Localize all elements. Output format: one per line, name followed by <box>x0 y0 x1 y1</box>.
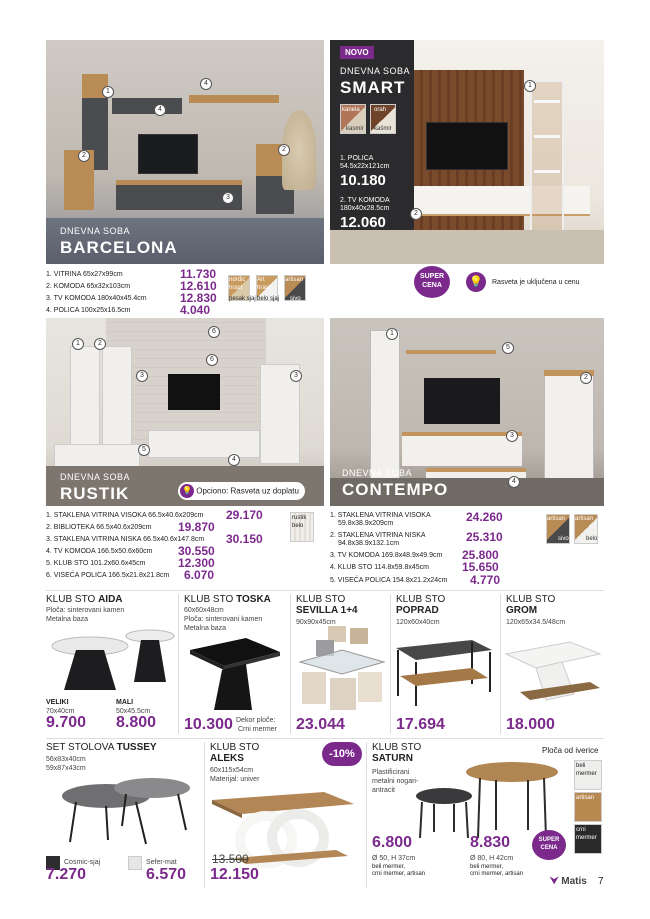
rustik-price-6: 6.070 <box>184 568 215 582</box>
toska-price: 10.300 <box>184 716 233 733</box>
tussey-name: TUSSEY <box>116 742 157 753</box>
sevilla-desc-1: 90x90x45cm <box>296 619 336 626</box>
tussey-v2-label: Sefer-mat <box>146 859 177 866</box>
saturn-prefix: KLUB STO <box>372 742 422 753</box>
contempo-badge-2: 2 <box>580 372 592 384</box>
contempo-badge-3: 3 <box>506 430 518 442</box>
barcelona-price-2: 12.610 <box>180 279 217 293</box>
rustik-badge-1: 1 <box>72 338 84 350</box>
saturn-desc-1: Plastificirani <box>372 769 410 776</box>
tussey-title <box>46 742 157 753</box>
rustik-badge-6a: 6 <box>208 326 220 338</box>
saturn-desc-3: antracit <box>372 787 395 794</box>
saturn-v1-price: 6.800 <box>372 834 413 851</box>
contempo-price-5: 4.770 <box>470 573 501 587</box>
toska-name: TOSKA <box>236 594 271 605</box>
barcelona-badge-1: 1 <box>102 86 114 98</box>
saturn-swatch-1-label: beli mermer <box>576 763 597 777</box>
row1-divider-2 <box>290 594 291 734</box>
smart-swatch-1-top: kanela <box>342 107 360 113</box>
contempo-name: CONTEMPO <box>342 480 449 499</box>
aida-desc-1: Ploča: sinterovani kamen <box>46 607 125 614</box>
page-number: 7 <box>598 876 604 887</box>
smart-badge-2: 2 <box>410 208 422 220</box>
barcelona-badge-4a: 4 <box>200 78 212 90</box>
smart-super-line1: SUPER <box>419 273 445 280</box>
rustik-price-2: 19.870 <box>178 520 215 534</box>
aida-prefix: KLUB STO <box>46 594 99 605</box>
aleks-old-price: 13.500 <box>212 852 249 866</box>
saturn-v2-colors-2: crni mermer, artisan <box>470 871 524 877</box>
smart-price-2: 12.060 <box>340 214 386 231</box>
poprad-name: POPRAD <box>396 605 439 616</box>
tussey-prefix: SET STOLOVA <box>46 742 117 753</box>
barcelona-swatch-3-top: artisan <box>285 277 304 283</box>
aida-name: AIDA <box>98 594 123 605</box>
row1-divider-1 <box>178 594 179 734</box>
contempo-photo <box>330 318 604 506</box>
barcelona-swatch-1-top: nordic hrast <box>229 277 246 291</box>
contempo-item-5: 5. VISEĆA POLICA 154.8x21.2x24cm <box>330 577 448 584</box>
sevilla-name: SEVILLA 1+4 <box>296 605 358 616</box>
aida-image <box>46 616 178 696</box>
smart-novo-badge: NOVO <box>340 46 374 59</box>
smart-super-cena <box>414 266 450 298</box>
barcelona-badge-2b: 2 <box>278 144 290 156</box>
saturn-super-line1: SUPER <box>538 837 560 843</box>
toska-desc-2: Ploča: sinterovani kamen <box>184 616 263 623</box>
saturn-v2-price: 8.830 <box>470 834 511 851</box>
rustik-bulb-icon: 💡 <box>180 484 194 498</box>
sevilla-image <box>294 622 388 714</box>
row2-divider-1 <box>204 742 205 888</box>
smart-price-1: 10.180 <box>340 172 386 189</box>
tussey-v2-price: 6.570 <box>146 866 187 883</box>
barcelona-price-4: 4.040 <box>180 303 211 317</box>
rustik-swatch-label-1: rustik <box>292 515 307 521</box>
smart-super-line2: CENA <box>422 282 442 289</box>
toska-note-1: Dekor ploče: <box>236 717 276 724</box>
aleks-discount-badge: -10% <box>322 742 362 766</box>
barcelona-badge-2a: 2 <box>78 150 90 162</box>
barcelona-swatch-2-top: Art hrast <box>257 277 271 291</box>
saturn-v1-colors-2: crni mermer, artisan <box>372 871 426 877</box>
contempo-swatch-1-top: artisan <box>547 516 566 522</box>
brand-logo-icon: ⮟ <box>550 876 559 887</box>
poprad-prefix: KLUB STO <box>396 594 446 605</box>
saturn-v1-size: Ø 50, H 37cm <box>372 855 416 862</box>
contempo-price-2: 25.310 <box>466 530 503 544</box>
contempo-badge-4: 4 <box>508 476 520 488</box>
contempo-item-4: 4. KLUB STO 114.8x59.8x45cm <box>330 564 429 571</box>
sevilla-price: 23.044 <box>296 716 345 733</box>
contempo-badge-5: 5 <box>502 342 514 354</box>
section-divider-2 <box>46 738 604 739</box>
rustik-label: DNEVNA SOBA <box>60 472 131 482</box>
grom-desc-1: 120x65x34.5/48cm <box>506 619 566 626</box>
barcelona-name: BARCELONA <box>60 238 178 257</box>
barcelona-swatch-2-bottom: belo sjaj <box>257 296 280 302</box>
barcelona-item-3: 3. TV KOMODA 180x40x45.4cm <box>46 295 147 302</box>
barcelona-swatch-3-bottom: sivo <box>290 296 301 302</box>
smart-bulb-icon: 💡 <box>466 272 486 292</box>
contempo-price-4: 15.650 <box>462 560 499 574</box>
barcelona-badge-3: 3 <box>222 192 234 204</box>
aleks-name: ALEKS <box>210 753 244 764</box>
saturn-v1-colors-1: beli mermer, <box>372 864 406 870</box>
rustik-option-note <box>178 482 305 500</box>
rustik-item-5: 5. KLUB STO 101.2x60.6x45cm <box>46 560 146 567</box>
grom-image <box>500 632 604 708</box>
tussey-v1-label: Cosmic-sjaj <box>64 859 101 866</box>
saturn-image <box>412 760 562 842</box>
footer-brand <box>550 876 587 887</box>
barcelona-item-2: 2. KOMODA 65x32x103cm <box>46 283 131 290</box>
aida-veliki-size: 70x40cm <box>46 708 75 715</box>
toska-image <box>186 630 282 716</box>
grom-prefix: KLUB STO <box>506 594 556 605</box>
smart-badge-1: 1 <box>524 80 536 92</box>
aida-mali-size: 50x45.5cm <box>116 708 151 715</box>
contempo-swatch-2-bottom: belo <box>586 536 598 542</box>
saturn-name: SATURN <box>372 753 413 764</box>
saturn-super-cena <box>532 830 566 860</box>
grom-price: 18.000 <box>506 716 555 733</box>
aleks-desc-1: 60x115x54cm <box>210 767 254 774</box>
contempo-label: DNEVNA SOBA <box>342 468 413 478</box>
rustik-item-6: 6. VISEĆA POLICA 166.5x21.8x21.8cm <box>46 572 170 579</box>
row1-divider-3 <box>390 594 391 734</box>
tussey-image <box>56 770 196 850</box>
smart-swatch-1-bottom: kasmir <box>346 126 364 132</box>
saturn-v2-size: Ø 80, H 42cm <box>470 855 514 862</box>
tussey-desc-2: 59x87x43cm <box>46 765 86 772</box>
aida-desc-2: Metalna baza <box>46 616 89 623</box>
barcelona-badge-4b: 4 <box>154 104 166 116</box>
aida-veliki-name: VELIKI <box>46 699 69 706</box>
aleks-desc-2: Materijal: univer <box>210 776 260 783</box>
rustik-swatch-label-2: belo <box>292 523 304 529</box>
barcelona-price-1: 11.730 <box>180 267 217 281</box>
aleks-price: 12.150 <box>210 866 259 883</box>
smart-item-1-line1: 1. POLICA <box>340 155 374 162</box>
rustik-photo <box>46 318 324 506</box>
saturn-v2-colors-1: beli mermer, <box>470 864 504 870</box>
rustik-badge-3a: 3 <box>136 370 148 382</box>
contempo-item-1-line1: 1. STAKLENA VITRINA VISOKA <box>330 512 431 519</box>
saturn-super-line2: CENA <box>540 845 558 851</box>
rustik-badge-2: 2 <box>94 338 106 350</box>
contempo-price-3: 25.800 <box>462 548 499 562</box>
barcelona-swatch-1-bottom: pesak sjaj <box>229 296 256 302</box>
smart-item-2-line2: 180x40x28.5cm <box>340 205 390 212</box>
smart-name: SMART <box>340 78 406 97</box>
saturn-desc-2: metalni nogari- <box>372 778 419 785</box>
rustik-item-4: 4. TV KOMODA 166.5x50.6x60cm <box>46 548 153 555</box>
aida-title <box>46 594 123 605</box>
rustik-price-5: 12.300 <box>178 556 215 570</box>
aida-mali-price: 8.800 <box>116 714 157 731</box>
contempo-swatch-1-bottom: sivo <box>558 536 569 542</box>
contempo-item-2-line1: 2. STAKLENA VITRINA NISKA <box>330 532 426 539</box>
sevilla-prefix: KLUB STO <box>296 594 346 605</box>
rustik-badge-4: 4 <box>228 454 240 466</box>
rustik-price-1: 29.170 <box>226 508 263 522</box>
grom-name: GROM <box>506 605 538 616</box>
toska-prefix: KLUB STO <box>184 594 237 605</box>
rustik-badge-6b: 6 <box>206 354 218 366</box>
tussey-swatch-2 <box>128 856 142 870</box>
rustik-item-3: 3. STAKLENA VITRINA NISKA 66.5x40.6x147.8cm <box>46 536 205 543</box>
tussey-v1-price: 7.270 <box>46 866 87 883</box>
poprad-image <box>394 636 494 708</box>
toska-desc-1: 60x60x48cm <box>184 607 224 614</box>
contempo-badge-1: 1 <box>386 328 398 340</box>
toska-desc-3: Metalna baza <box>184 625 227 632</box>
tussey-desc-1: 56x83x40cm <box>46 756 86 763</box>
aida-veliki-price: 9.700 <box>46 714 87 731</box>
smart-label: DNEVNA SOBA <box>340 66 411 76</box>
saturn-top-note: Ploča od iverice <box>542 746 599 755</box>
contempo-item-1-line2: 59.8x38.9x209cm <box>338 520 394 527</box>
rustik-name: RUSTIK <box>60 484 130 503</box>
row2-divider-2 <box>366 742 367 888</box>
smart-light-note: Rasveta je uključena u cenu <box>492 279 580 286</box>
aida-mali-name: MALI <box>116 699 134 706</box>
saturn-swatch-3-label: crni mermer <box>576 827 597 841</box>
barcelona-photo <box>46 40 324 264</box>
rustik-badge-5: 5 <box>138 444 150 456</box>
barcelona-label: DNEVNA SOBA <box>60 226 131 236</box>
rustik-item-1: 1. STAKLENA VITRINA VISOKA 66.5x40.6x209cm <box>46 512 204 519</box>
rustik-price-4: 30.550 <box>178 544 215 558</box>
poprad-desc-1: 120x60x40cm <box>396 619 440 626</box>
smart-item-2-line1: 2. TV KOMODA <box>340 197 390 204</box>
contempo-item-3: 3. TV KOMODA 169.8x48.9x49.9cm <box>330 552 443 559</box>
saturn-swatch-2-label: artisan <box>576 795 595 801</box>
brand-name: Matis <box>561 876 587 887</box>
barcelona-item-4: 4. POLICA 100x25x16.5cm <box>46 307 131 314</box>
rustik-item-2: 2. BIBLIOTEKA 66.5x40.6x209cm <box>46 524 152 531</box>
contempo-item-2-line2: 94.8x38.9x132.1cm <box>338 540 400 547</box>
rustik-option-text: Opciono: Rasveta uz doplatu <box>196 486 299 496</box>
contempo-price-1: 24.260 <box>466 510 503 524</box>
barcelona-price-3: 12.830 <box>180 291 217 305</box>
poprad-price: 17.694 <box>396 716 445 733</box>
smart-swatch-2-bottom: kašmir <box>374 126 392 132</box>
contempo-swatch-2-top: artisan <box>575 516 594 522</box>
toska-title <box>184 594 271 605</box>
smart-item-1-line2: 54.5x22x121cm <box>340 163 390 170</box>
section-divider-1 <box>46 590 604 591</box>
toska-note-2: Crni mermer <box>238 726 277 733</box>
aleks-prefix: KLUB STO <box>210 742 260 753</box>
rustik-badge-3b: 3 <box>290 370 302 382</box>
smart-swatch-2-top: orah <box>374 107 387 113</box>
rustik-price-3: 30.150 <box>226 532 263 546</box>
barcelona-item-1: 1. VITRINA 65x27x99cm <box>46 271 123 278</box>
